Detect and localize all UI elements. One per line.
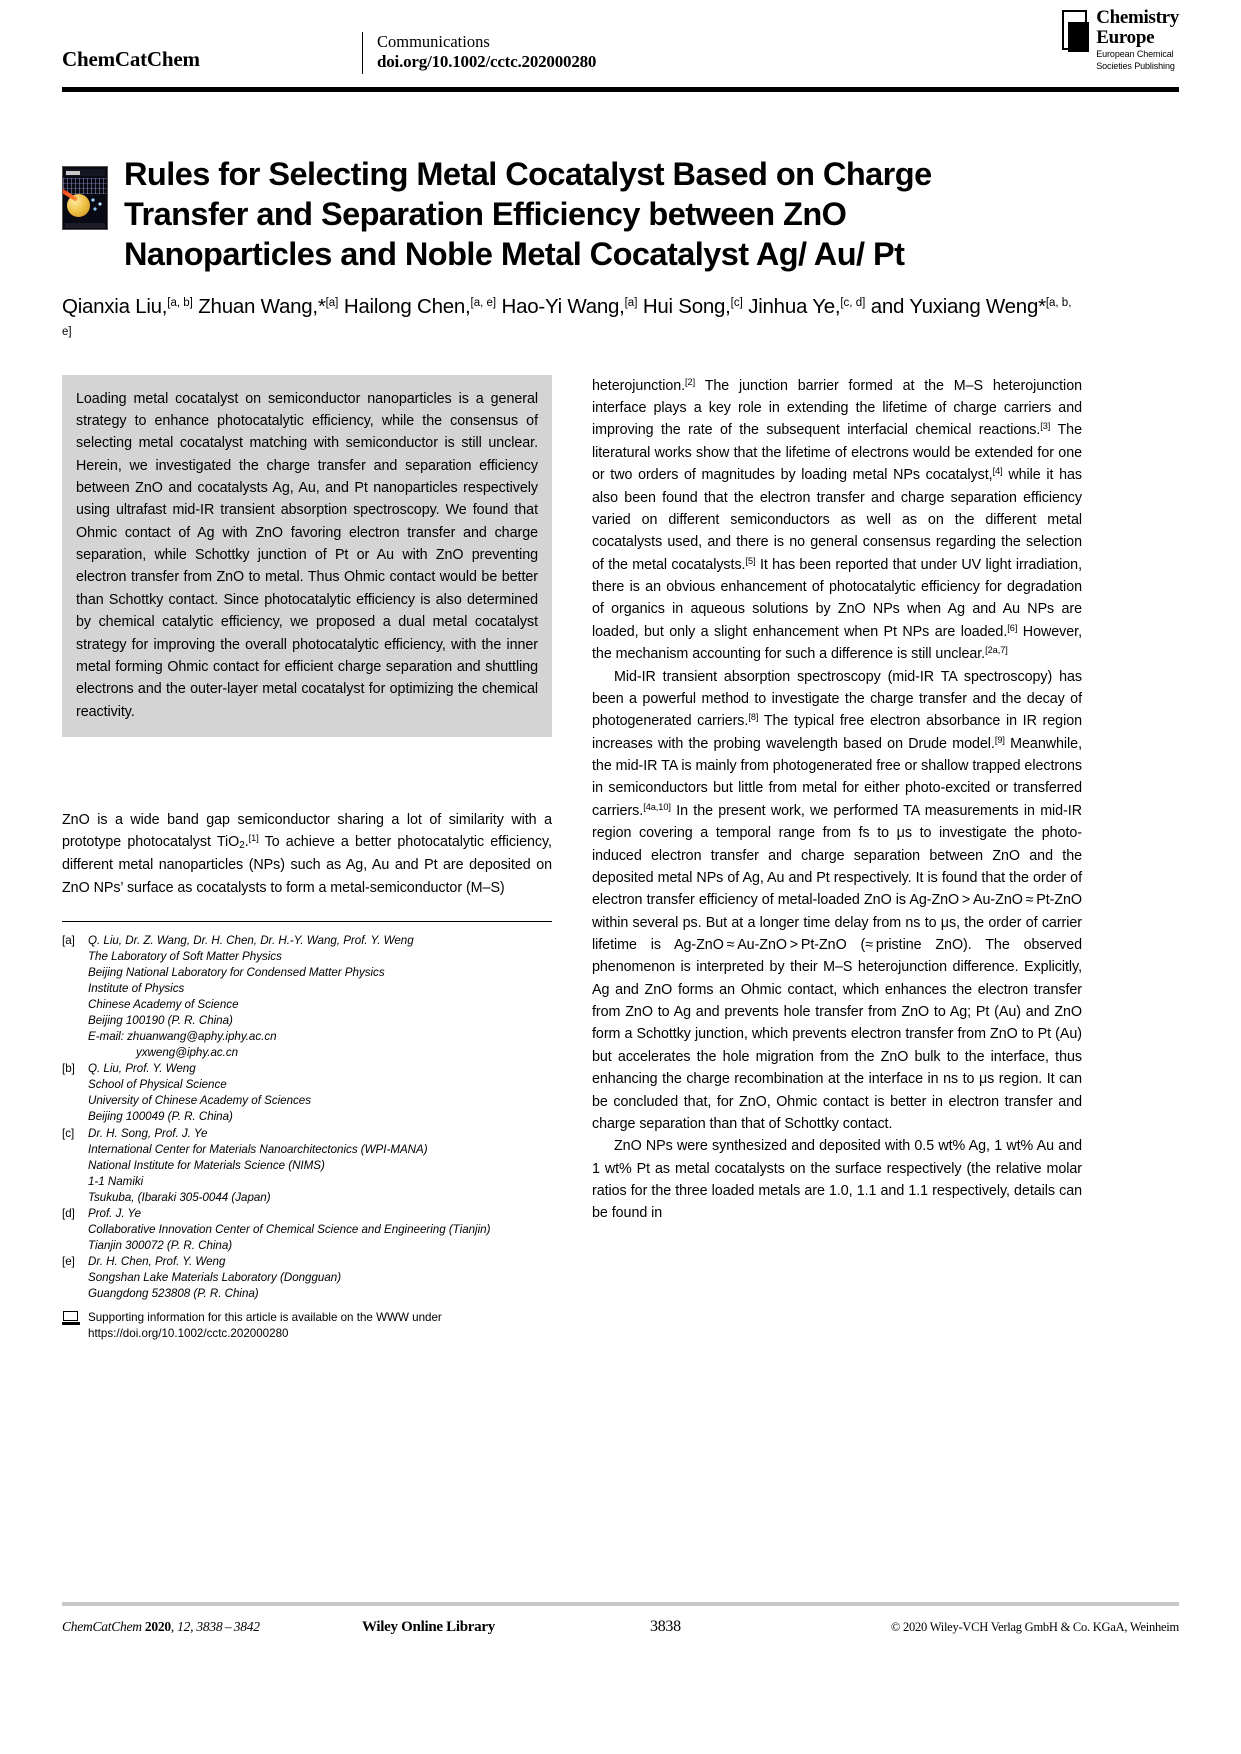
author-name: Jinhua Ye,	[742, 295, 841, 319]
para-text: However, the mechanism accounting for such a difference is still unclear.	[592, 623, 1082, 663]
right-paragraph-2	[592, 666, 1082, 1136]
para-text: It has been reported that under UV light irradiation, there is an obvious enhancement of photocatalytic efficiency for degradation of organics in aqueous solutions by ZnO NPs when Ag and Au NPs are loaded, but only a slight enhancement when Pt NPs are loaded.	[592, 556, 1082, 640]
affiliations-block	[62, 921, 552, 1342]
author-name: Qianxia Liu,	[62, 295, 168, 319]
affiliation-item-e	[62, 1254, 552, 1302]
affiliation-item-a	[62, 933, 552, 1061]
affiliation-line: National Institute for Materials Science (NIMS)	[88, 1158, 325, 1172]
intro-text-part2: To achieve a better photocatalytic efficiency, different metal nanoparticles (NPs) such as Ag, Au and Pt are deposited on ZnO NPs’ surface as cocatalysts to form a metal-semiconductor (M–S)	[62, 834, 552, 896]
affiliation-line: School of Physical Science	[88, 1078, 227, 1092]
intro-paragraph	[62, 809, 552, 899]
publisher-name-line2: Europe	[1096, 26, 1155, 48]
author-name: and Yuxiang Weng*	[865, 295, 1046, 319]
affiliation-line: International Center for Materials Nanoarchitectonics (WPI-MANA)	[88, 1142, 428, 1156]
affiliation-line: Institute of Physics	[88, 982, 185, 996]
affiliation-tag: [d]	[62, 1206, 75, 1220]
para-text: while it has also been found that the electron transfer and charge separation efficiency varied on different semiconductors as well as on the different metal cocatalysts used, and there is no general consensus regarding the selection of the metal cocatalysts.	[592, 467, 1083, 573]
citation-ref: [4]	[992, 466, 1003, 477]
right-paragraph-1	[592, 375, 1082, 666]
author-list	[0, 274, 1134, 350]
affiliation-tag: [b]	[62, 1062, 75, 1076]
affiliation-line: Prof. J. Ye	[88, 1206, 142, 1220]
para-text: The typical free electron absorbance in IR region increases with the probing wavelength based on Drude model.	[592, 713, 1082, 752]
affiliation-email-primary: E-mail: zhuanwang@aphy.iphy.ac.cn	[88, 1030, 277, 1044]
author-affiliation-marker: [a]	[624, 297, 638, 310]
author-affiliation-marker: [c, d]	[840, 297, 866, 310]
laptop-icon	[62, 1310, 88, 1342]
affiliation-item-c	[62, 1126, 552, 1206]
author-affiliation-marker: [a]	[325, 297, 339, 310]
footer-journal: ChemCatChem	[62, 1619, 142, 1634]
para-text: Meanwhile, the mid-IR TA is mainly from photogenerated free or shallow trapped electrons in semiconductors but little from metal for either photo-excited or transferred carriers.	[592, 735, 1082, 819]
citation-ref: [1]	[248, 833, 259, 844]
header-center-block	[362, 32, 1062, 74]
citation-ref: [8]	[748, 712, 759, 723]
doi-text: doi.org/10.1002/cctc.202000280	[377, 52, 597, 72]
page-footer	[62, 1602, 1179, 1636]
affiliation-line: 1-1 Namiki	[88, 1174, 144, 1188]
affiliation-tag: [e]	[62, 1254, 75, 1268]
affiliation-line: Beijing National Laboratory for Condensed Matter Physics	[88, 966, 385, 980]
affiliation-tag: [a]	[62, 933, 75, 947]
affiliation-line: Guangdong 523808 (P. R. China)	[88, 1286, 259, 1300]
affiliation-line: The Laboratory of Soft Matter Physics	[88, 949, 282, 963]
author-affiliation-marker: [a, b, e]	[62, 297, 1072, 339]
section-label: Communications	[377, 32, 490, 52]
affiliation-line: University of Chinese Academy of Sciences	[88, 1094, 311, 1108]
intro-text-part1: ZnO is a wide band gap semiconductor sharing a lot of similarity with a prototype photocatalyst TiO	[62, 811, 552, 851]
affiliation-line: Q. Liu, Dr. Z. Wang, Dr. H. Chen, Dr. H.-Y. Wang, Prof. Y. Weng	[88, 933, 414, 947]
publisher-name-line1: Chemistry	[1096, 7, 1179, 29]
citation-ref: [6]	[1007, 622, 1018, 633]
copyright-notice: © 2020 Wiley-VCH Verlag GmbH & Co. KGaA, Weinheim	[890, 1620, 1179, 1634]
chemistry-europe-mark-icon	[1062, 10, 1089, 52]
affiliation-line: Beijing 100049 (P. R. China)	[88, 1110, 233, 1124]
right-column	[592, 375, 1082, 1343]
para-text: In the present work, we performed TA measurements in mid-IR region covering a temporal range from fs to μs to investigate the photo-induced electron transfer and charge separation between ZnO and the deposited metal NPs of Ag, Au and Pt respectively. It is found that the order of electron transfer efficiency of metal-loaded ZnO is Ag-ZnO > Au-ZnO ≈ Pt-ZnO within several ps. But at a longer time delay from ns to μs, the order of carrier lifetime is Ag-ZnO ≈ Au-ZnO > Pt-ZnO (≈ pristine ZnO). The observed phenomenon is interpreted by their M–S heterojunction difference. Explicitly, Ag and ZnO forms an Ohmic contact, which enhances the electron transfer from ZnO to Ag and prevents hole transfer from ZnO to Ag; Pt (Au) and ZnO form a Schottky junction, which prevents electron transfer from ZnO to Pt (Au) but accelerates the hole migration from the ZnO bulk to the interface, thus enhancing the charge recombination at the interface in ns to μs region. It can be concluded that, for ZnO, Ohmic contact is better in electron transfer and charge separation than that of Schottky contact.	[592, 802, 1082, 1132]
affiliation-line: Dr. H. Chen, Prof. Y. Weng	[88, 1254, 226, 1268]
affiliation-line: Q. Liu, Prof. Y. Weng	[88, 1062, 196, 1076]
affiliation-email-secondary: yxweng@iphy.ac.cn	[136, 1046, 239, 1060]
para-text: The literatural works show that the lifetime of electrons would be extended for one or two orders of magnitudes by loading metal NPs cocatalyst,	[592, 422, 1082, 484]
affiliation-line: Collaborative Innovation Center of Chemical Science and Engineering (Tianjin)	[88, 1222, 491, 1236]
publisher-tagline-line2: Societies Publishing	[1096, 60, 1175, 71]
citation-ref: [3]	[1040, 421, 1051, 432]
column-spacer	[62, 737, 552, 809]
publisher-tagline-line1: European Chemical	[1096, 48, 1174, 59]
affiliation-item-b	[62, 1061, 552, 1125]
affiliation-line: Dr. H. Song, Prof. J. Ye	[88, 1126, 208, 1140]
chemical-subscript: 2	[239, 840, 245, 852]
two-column-body	[0, 351, 1241, 1343]
author-name: Zhuan Wang,*	[192, 295, 326, 319]
citation-ref: [5]	[745, 555, 756, 566]
affiliation-line: Beijing 100190 (P. R. China)	[88, 1014, 233, 1028]
affiliation-item-d	[62, 1206, 552, 1254]
title-area	[0, 92, 1241, 274]
affiliation-line: Chinese Academy of Science	[88, 998, 239, 1012]
citation-ref: [4a,10]	[643, 801, 671, 812]
abstract-text: Loading metal cocatalyst on semiconductor nanoparticles is a general strategy to enhance photocatalytic efficiency, while the consensus of selecting metal cocatalyst matching with semiconductor is still unclear. Herein, we investigated the charge transfer and separation efficiency between ZnO and cocatalysts Ag, Au, and Pt nanoparticles respectively using ultrafast mid-IR transient absorption spectroscopy. We found that Ohmic contact of Ag with ZnO favoring electron transfer and charge separation, while Schottky junction of Pt or Au with ZnO preventing electron transfer from ZnO to metal. Thus Ohmic contact would be better than Schottky contact. Since photocatalytic efficiency is also determined by chemical catalytic efficiency, we proposed a dual metal cocatalyst strategy for improving the overall photocatalytic efficiency, with the inner metal forming Ohmic contact for efficient charge separation and shuttling electrons and the outer-layer metal cocatalyst for optimizing the chemical reactivity.	[76, 390, 538, 720]
footer-year: 2020	[141, 1619, 171, 1634]
supporting-info-text: Supporting information for this article is available on the WWW under	[88, 1311, 442, 1325]
author-name: Hailong Chen,	[338, 295, 471, 319]
supporting-information-row	[62, 1310, 552, 1342]
author-name: Hui Song,	[637, 295, 731, 319]
para-text: The junction barrier formed at the M–S heterojunction interface plays a key role in extending the lifetime of charge carriers and improving the rate of the subsequent interfacial chemical reactions.	[592, 377, 1082, 439]
footer-citation	[62, 1619, 362, 1635]
affiliation-line: Songshan Lake Materials Laboratory (Dongguan)	[88, 1270, 342, 1284]
para-text: Mid-IR transient absorption spectroscopy (mid-IR TA spectroscopy) has been a powerful method to investigate the charge transfer and the decay of photogenerated carriers.	[592, 668, 1082, 730]
wiley-online-library-label[interactable]: Wiley Online Library	[362, 1619, 495, 1635]
citation-ref: [2]	[685, 376, 696, 387]
journal-cover-thumbnail-icon	[62, 166, 108, 230]
abstract-box	[62, 375, 552, 737]
affiliation-line: Tsukuba, (Ibaraki 305-0044 (Japan)	[88, 1190, 271, 1204]
journal-name: ChemCatChem	[62, 47, 200, 71]
affiliation-tag: [c]	[62, 1126, 75, 1140]
citation-ref: [2a,7]	[985, 645, 1008, 656]
chemistry-europe-logo	[1062, 8, 1179, 74]
page-number: 3838	[650, 1618, 681, 1635]
left-column	[62, 375, 552, 1343]
right-paragraph-3: ZnO NPs were synthesized and deposited with 0.5 wt% Ag, 1 wt% Au and 1 wt% Pt as metal cocatalysts on the surface respectively (the relative molar ratios for the three loaded metals are 1.0, 1.1 and 1.1 respectively, details can be found in	[592, 1138, 1082, 1222]
citation-ref: [9]	[994, 734, 1005, 745]
supporting-info-link[interactable]: https://doi.org/10.1002/cctc.202000280	[88, 1327, 289, 1341]
author-affiliation-marker: [a, e]	[470, 297, 497, 310]
affiliation-line: Tianjin 300072 (P. R. China)	[88, 1238, 233, 1252]
footer-volume-pages: , 12, 3838 – 3842	[170, 1619, 260, 1634]
page-title: Rules for Selecting Metal Cocatalyst Based on Charge Transfer and Separation Efficiency between ZnO Nanoparticles and Noble Metal Cocatalyst Ag/ Au/ Pt	[124, 156, 932, 273]
page-header	[0, 0, 1241, 74]
author-affiliation-marker: [a, b]	[167, 297, 193, 310]
intro-period: .	[244, 834, 249, 851]
para-text: heterojunction.	[592, 377, 686, 394]
author-affiliation-marker: [c]	[730, 297, 743, 310]
author-name: Hao-Yi Wang,	[496, 295, 625, 319]
